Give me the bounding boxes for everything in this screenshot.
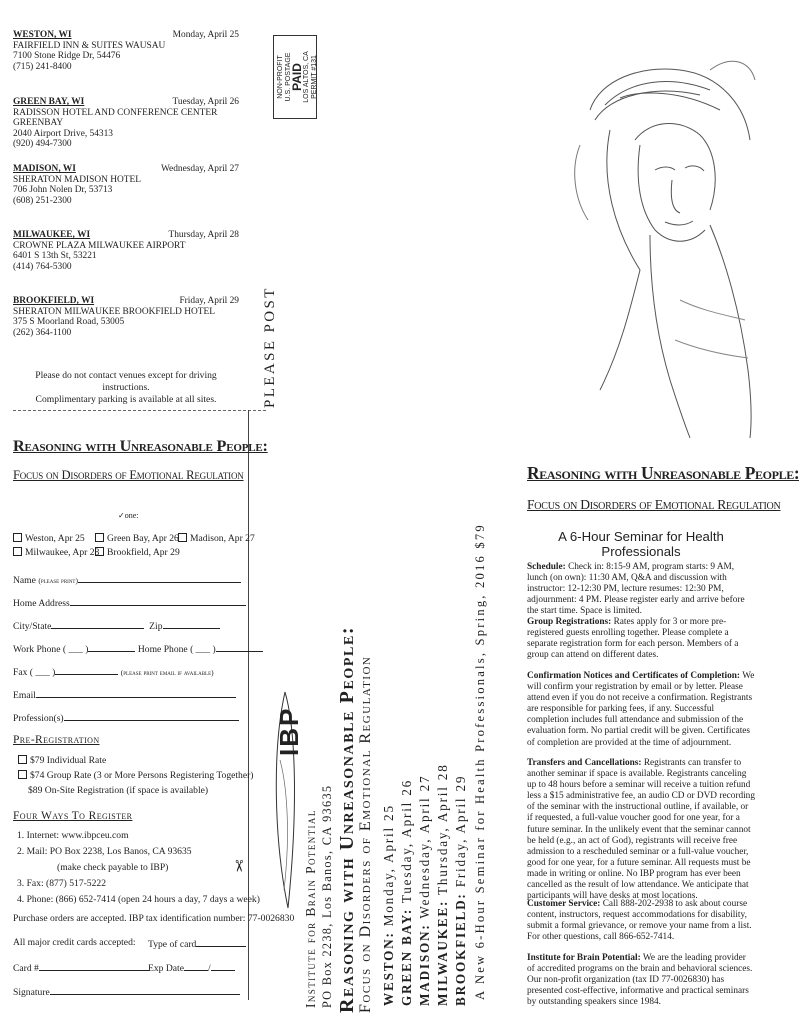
postage-permit <box>273 35 317 119</box>
card-number-row: Card # <box>13 961 149 974</box>
ways-heading: Four Ways To Register <box>13 810 133 822</box>
ibp-address: PO Box 2238, Los Banos, CA 93635 <box>320 784 334 1008</box>
address-row: Home Address <box>13 596 246 609</box>
venue-phone: (262) 364-1100 <box>13 327 72 338</box>
venue-address: 7100 Stone Ridge Dr, 54476 <box>13 51 121 62</box>
venue-hotel: CROWNE PLAZA MILWAUKEE AIRPORT <box>13 240 186 251</box>
group-para: Group Registrations: Rates apply for 3 or more pre-registered guests enrolling together. Please complete a separate registration form for each person. Members of a group can attend on different dates. <box>527 617 739 661</box>
zip-field[interactable] <box>163 619 220 629</box>
form-subtitle: Focus on Disorders of Emotional Regulation <box>13 468 244 482</box>
signature-field[interactable] <box>50 985 240 995</box>
city-field[interactable] <box>51 619 144 629</box>
venue-phone: (608) 251-2300 <box>13 195 72 206</box>
way-mail: 2. Mail: PO Box 2238, Los Banos, CA 93635 <box>17 846 192 857</box>
venue-hotel: SHERATON MADISON HOTEL <box>13 174 141 185</box>
check-one-label: ✓one: <box>118 511 139 520</box>
cards-note: All major credit cards accepted: <box>13 937 136 948</box>
venue-date: Friday, April 29 <box>179 296 239 306</box>
venue-weston <box>13 30 239 72</box>
option-brookfield[interactable]: Brookfield, Apr 29 <box>95 547 180 558</box>
venue-hotel: FAIRFIELD INN & SUITES WAUSAU <box>13 40 166 51</box>
ibp-logo-text: IBP <box>274 706 304 756</box>
venue-address: 706 John Nolen Dr, 53713 <box>13 185 113 196</box>
scissors-icon: ✂ <box>229 859 247 873</box>
checkbox[interactable] <box>95 533 104 542</box>
home-phone-field[interactable] <box>216 642 263 652</box>
fold-line <box>13 410 266 411</box>
city-row: City/State Zip <box>13 619 220 632</box>
checkbox[interactable] <box>95 547 104 556</box>
confirmation-para: Confirmation Notices and Certificates of Completion: We will confirm your registration by email or by letter. Please attend even if you do not receive a confirmation. Registrants are responsible for parking fees, if any. Successful completion includes full attendance and submission of the evaluation form. No partial credit will be given. Certificates of completion are provided at the time of adjournment. <box>527 671 755 748</box>
exp-year-field[interactable] <box>211 961 235 971</box>
spine-title: Reasoning with Unreasonable People: <box>336 625 358 1013</box>
right-tagline: A 6-Hour Seminar for Health Professionals <box>558 529 724 559</box>
rate-onsite: $89 On-Site Registration (if space is available) <box>28 785 209 796</box>
postage-line: NON-PROFIT <box>277 55 284 99</box>
portrait-sketch <box>560 50 760 440</box>
schedule-para: Schedule: Check in: 8:15-9 AM, program starts: 9 AM, lunch (on own): 11:30 AM, Q&A and discussion with instructor: 12-12:30 PM, lecture resumes: 12:30 PM, adjournment: 4 PM. Please register early and arrive before the start time. Space is limited. <box>527 562 745 617</box>
ibp-org: Institute for Brain Potential <box>303 809 318 1008</box>
spine-date-brookfield: BROOKFIELD: Friday, April 29 <box>453 774 468 1006</box>
checkbox[interactable] <box>13 533 22 542</box>
spine-date-madison: MADISON: Wednesday, April 27 <box>417 774 432 1006</box>
option-weston[interactable]: Weston, Apr 25 <box>13 533 85 544</box>
venue-madison <box>13 164 239 206</box>
venue-phone: (715) 241-8400 <box>13 61 72 72</box>
venue-address: 2040 Airport Drive, 54313 <box>13 128 113 139</box>
rate-individual[interactable]: $79 Individual Rate <box>18 755 106 766</box>
right-title: Reasoning with Unreasonable People: <box>527 463 799 483</box>
venue-date: Tuesday, April 26 <box>172 97 239 107</box>
email-row: Email <box>13 688 236 701</box>
venue-milwaukee <box>13 230 239 272</box>
way-fax: 3. Fax: (877) 517-5222 <box>17 878 106 889</box>
spine-date-weston: WESTON: Monday, April 25 <box>381 804 396 1006</box>
way-internet: 1. Internet: www.ibpceu.com <box>17 830 129 841</box>
ibp-logo <box>268 690 302 910</box>
venue-hotel: RADISSON HOTEL AND CONFERENCE CENTER GREENBAY <box>13 107 218 129</box>
name-field[interactable] <box>78 573 241 583</box>
spine-date-milwaukee: MILWAUKEE: Thursday, April 28 <box>435 763 450 1006</box>
checkbox[interactable] <box>13 547 22 556</box>
option-madison[interactable]: Madison, Apr 27 <box>178 533 255 544</box>
checkbox[interactable] <box>18 770 27 779</box>
postage-line: U.S. POSTAGE <box>284 52 292 102</box>
phone-row: Work Phone ( ___ ) Home Phone ( ___ ) <box>13 642 263 655</box>
name-row: Name (please print) <box>13 573 241 586</box>
profession-row: Profession(s) <box>13 711 239 724</box>
venue-city: GREEN BAY, WI <box>13 97 85 107</box>
venue-phone: (414) 764-5300 <box>13 261 72 272</box>
venue-phone: (920) 494-7300 <box>13 139 72 150</box>
profession-field[interactable] <box>64 711 239 721</box>
fax-field[interactable] <box>55 665 118 675</box>
exp-date-row: Exp Date / <box>148 961 235 974</box>
venue-city: MADISON, WI <box>13 164 76 174</box>
postage-paid: PAID <box>290 63 305 91</box>
venue-date: Monday, April 25 <box>172 30 239 40</box>
venue-city: WESTON, WI <box>13 30 72 40</box>
spine-subtitle: Focus on Disorders of Emotional Regulation <box>357 655 374 1013</box>
please-post: PLEASE POST <box>262 286 278 408</box>
card-type-field[interactable] <box>196 937 246 947</box>
email-field[interactable] <box>36 688 236 698</box>
transfers-para: Transfers and Cancellations: Registrants can transfer to another seminar if space is available. Registrants canceling up to 48 hours before a seminar will receive a tuition refund less a $15 administrative fee, an audio CD or DVD recording of the seminar with the instructional outline, if available, or if requested, a full-value voucher good for one year, for a future seminar. In the unlikely event that the seminar cannot be held (e.g., an act of God), registrants will receive free admission to a rescheduled seminar or a full-value voucher, good for one year, for a future seminar. All requests must be made in writing or online. No IBP program has ever been cancelled as the result of low attendance. We anticipate that participants will have desks at most locations. <box>527 758 755 902</box>
ibp-para: Institute for Brain Potential: We are the leading provider of accredited programs on the brain and behavioral sciences. Our non-profit organization (tax ID 77-0026830) has presented cost-effective, informative and practical seminars by outstanding speakers since 1984. <box>527 953 753 1008</box>
venue-address: 6401 S 13th St, 53221 <box>13 251 97 262</box>
right-subtitle: Focus on Disorders of Emotional Regulation <box>527 497 781 512</box>
option-green-bay[interactable]: Green Bay, Apr 26 <box>95 533 179 544</box>
venue-green-bay <box>13 97 239 150</box>
postage-line: PERMIT #131 <box>310 55 318 99</box>
signature-row: Signature <box>13 985 240 998</box>
rate-group[interactable]: $74 Group Rate (3 or More Persons Registering Together) <box>18 770 254 781</box>
panel-divider <box>248 410 249 1000</box>
way-mail-note: (make check payable to IBP) <box>57 862 169 873</box>
prereg-heading: Pre-Registration <box>13 734 100 746</box>
tax-note: Purchase orders are accepted. IBP tax identification number: 77-0026830 <box>13 913 295 924</box>
venue-note-line: Complimentary parking is available at all sites. <box>35 394 217 405</box>
checkbox[interactable] <box>178 533 187 542</box>
spine-date-green-bay: GREEN BAY: Tuesday, April 26 <box>399 778 414 1006</box>
address-field[interactable] <box>70 596 246 606</box>
spine-banner: A New 6-Hour Seminar for Health Professionals, Spring, 2016 $79 <box>473 523 487 1000</box>
form-title: Reasoning with Unreasonable People: <box>13 437 268 455</box>
venue-note-line: Please do not contact venues except for driving instructions. <box>35 370 217 393</box>
venue-address: 375 S Moorland Road, 53005 <box>13 317 125 328</box>
exp-month-field[interactable] <box>184 961 208 971</box>
fax-row: Fax ( ___ ) (please print email if available) <box>13 667 214 678</box>
venue-city: BROOKFIELD, WI <box>13 296 95 306</box>
venue-date: Wednesday, April 27 <box>160 164 239 174</box>
checkbox[interactable] <box>18 755 27 764</box>
way-phone: 4. Phone: (866) 652-7414 (open 24 hours a day, 7 days a week) <box>17 894 260 905</box>
card-number-field[interactable] <box>39 961 149 971</box>
venue-note <box>13 370 239 406</box>
venue-date: Thursday, April 28 <box>168 230 239 240</box>
postage-line: LOS ALTOS, CA <box>303 51 311 103</box>
work-phone-field[interactable] <box>88 642 135 652</box>
venue-city: MILWAUKEE, WI <box>13 230 91 240</box>
customer-service-para: Customer Service: Call 888-202-2938 to ask about course content, instructors, request accommodations for disability, submit a formal grievance, or remove your name from a list. For other questions, call 866-652-7414. <box>527 899 752 943</box>
venue-brookfield <box>13 296 239 338</box>
option-milwaukee[interactable]: Milwaukee, Apr 28 <box>13 547 99 558</box>
card-type-row: Type of card <box>148 937 246 950</box>
venue-hotel: SHERATON MILWAUKEE BROOKFIELD HOTEL <box>13 306 215 317</box>
